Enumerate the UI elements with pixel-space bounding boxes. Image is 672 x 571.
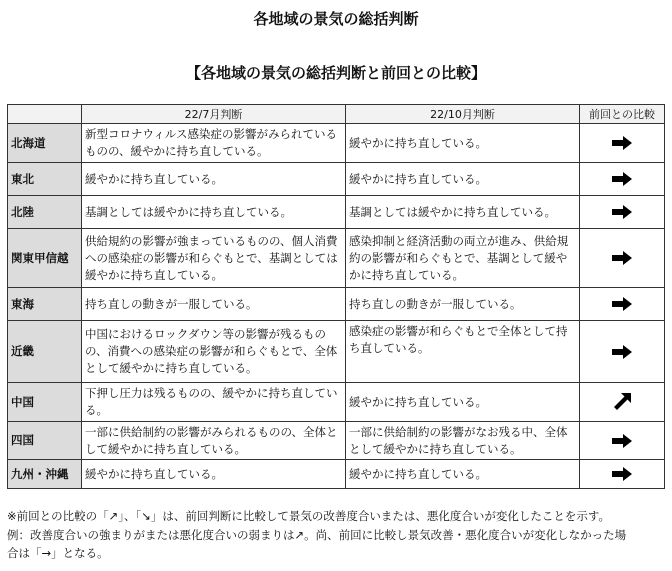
table-row — [8, 383, 665, 422]
table-row — [8, 321, 665, 383]
july-judgment-cell: 下押し圧力は残るものの、緩やかに持ち直している。 — [82, 383, 346, 422]
region-cell: 北海道 — [8, 124, 82, 163]
footnotes — [7, 507, 667, 563]
comparison-cell — [580, 321, 665, 383]
october-judgment-cell: 持ち直しの動きが一服している。 — [346, 288, 580, 321]
right-arrow-icon — [612, 136, 632, 150]
region-cell: 九州・沖縄 — [8, 460, 82, 489]
table-row — [8, 422, 665, 460]
october-judgment-cell: 感染抑制と経済活動の両立が進み、供給規約の影響が和らぐもとで、基調として緩やかに持ち直している。 — [346, 229, 580, 288]
table-row — [8, 288, 665, 321]
header-region — [8, 105, 82, 124]
right-arrow-icon — [612, 297, 632, 311]
october-judgment-cell: 緩やかに持ち直している。 — [346, 383, 580, 422]
october-judgment-cell: 緩やかに持ち直している。 — [346, 460, 580, 489]
july-judgment-cell: 中国におけるロックダウン等の影響が残るものの、消費への感染症の影響が和らぐもとで、全体として緩やかに持ち直している。 — [82, 321, 346, 383]
footnote-line: ※前回との比較の「↗」、「↘」は、前回判断に比較して景気の改善度合いまたは、悪化度合いが変化したことを示す。 — [7, 509, 610, 523]
october-judgment-cell: 基調としては緩やかに持ち直している。 — [346, 196, 580, 229]
region-cell: 東北 — [8, 163, 82, 196]
table-row — [8, 163, 665, 196]
header-october: 22/10月判断 — [346, 105, 580, 124]
right-arrow-icon — [612, 467, 632, 481]
comparison-cell — [580, 288, 665, 321]
july-judgment-cell: 一部に供給制約の影響がみられるものの、全体として緩やかに持ち直している。 — [82, 422, 346, 460]
table-row — [8, 460, 665, 489]
table-row — [8, 124, 665, 163]
july-judgment-cell: 新型コロナウィルス感染症の影響がみられているものの、緩やかに持ち直している。 — [82, 124, 346, 163]
table-title: 【各地域の景気の総括判断と前回との比較】 — [185, 64, 486, 82]
region-cell: 近畿 — [8, 321, 82, 383]
october-judgment-cell: 感染症の影響が和らぐもとで全体として持ち直している。 — [346, 321, 580, 383]
table-row — [8, 196, 665, 229]
header-july: 22/7月判断 — [82, 105, 346, 124]
region-cell: 東海 — [8, 288, 82, 321]
july-judgment-cell: 基調としては緩やかに持ち直している。 — [82, 196, 346, 229]
july-judgment-cell: 緩やかに持ち直している。 — [82, 460, 346, 489]
july-judgment-cell: 緩やかに持ち直している。 — [82, 163, 346, 196]
region-cell: 北陸 — [8, 196, 82, 229]
table-row — [8, 229, 665, 288]
july-judgment-cell: 持ち直しの動きが一服している。 — [82, 288, 346, 321]
comparison-cell — [580, 460, 665, 489]
comparison-cell — [580, 383, 665, 422]
region-cell: 関東甲信越 — [8, 229, 82, 288]
right-arrow-icon — [612, 205, 632, 219]
region-cell: 中国 — [8, 383, 82, 422]
up-right-arrow-icon — [613, 393, 631, 411]
regional-economy-table — [7, 104, 665, 489]
region-cell: 四国 — [8, 422, 82, 460]
footnote-line: 合は「→」となる。 — [7, 546, 109, 560]
table-header-row — [8, 105, 665, 124]
comparison-cell — [580, 422, 665, 460]
july-judgment-cell: 供給規約の影響が強まっているものの、個人消費への感染症の影響が和らぐもとで、基調としては緩やかに持ち直している。 — [82, 229, 346, 288]
october-judgment-cell: 緩やかに持ち直している。 — [346, 124, 580, 163]
comparison-cell — [580, 124, 665, 163]
october-judgment-cell: 緩やかに持ち直している。 — [346, 163, 580, 196]
right-arrow-icon — [612, 345, 632, 359]
right-arrow-icon — [612, 251, 632, 265]
header-comparison: 前回との比較 — [580, 105, 665, 124]
page-title: 各地域の景気の総括判断 — [253, 10, 419, 28]
right-arrow-icon — [612, 172, 632, 186]
october-judgment-cell: 一部に供給制約の影響がなお残る中、全体として緩やかに持ち直している。 — [346, 422, 580, 460]
right-arrow-icon — [612, 434, 632, 448]
comparison-cell — [580, 163, 665, 196]
comparison-cell — [580, 229, 665, 288]
comparison-cell — [580, 196, 665, 229]
footnote-line: 例：改善度合いの強まりがまたは悪化度合いの弱まりは↗。尚、前回に比較し景気改善・悪化度合いが変化しなかった場 — [7, 527, 627, 542]
